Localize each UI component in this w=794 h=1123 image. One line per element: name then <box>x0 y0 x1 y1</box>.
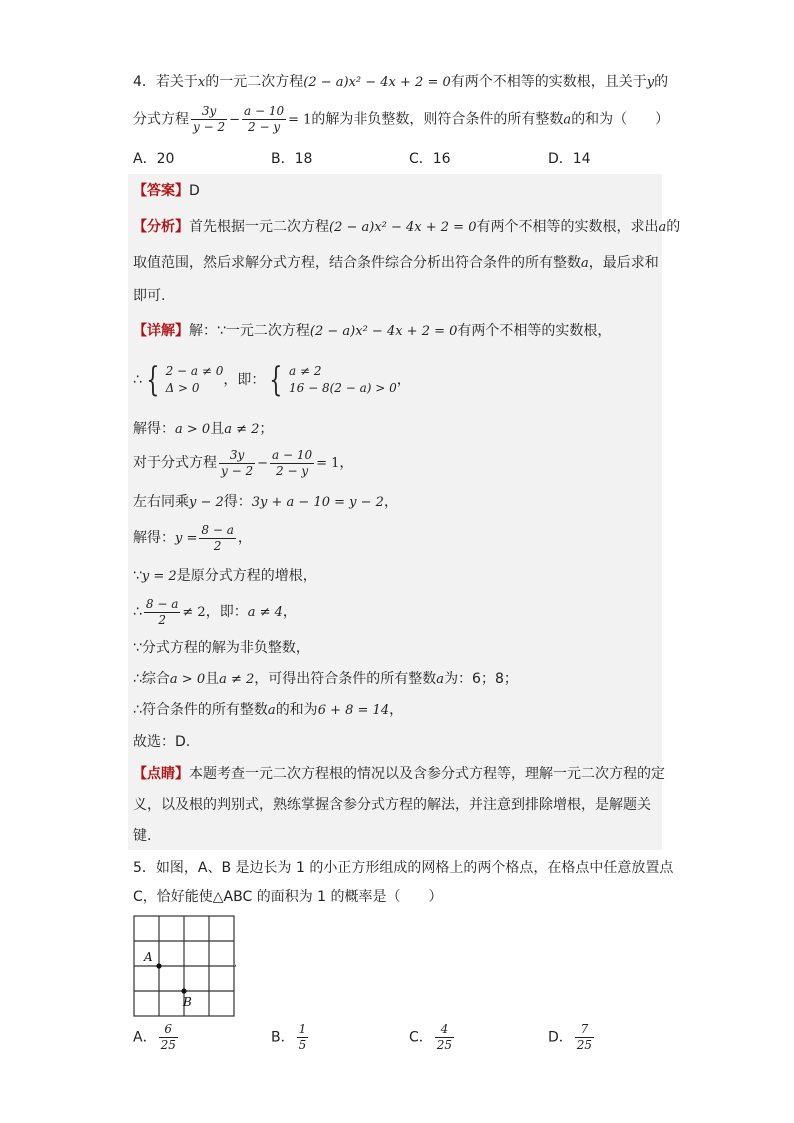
detail-line5: 左右同乘y − 2得：3y + a − 10 = y − 2， <box>133 494 398 510</box>
detail-line1: 【详解】解：∵一元二次方程(2 − a)x² − 4x + 2 = 0有两个不相等的实数根， <box>133 323 612 339</box>
fraction: $\frac{3y}{y - 2}$ <box>193 104 226 134</box>
detail-line4: 对于分式方程 $\frac{3y}{y - 2}$ − $\frac{a - 10}{2 - y}$ = 1， <box>133 447 354 478</box>
q5-stem-line1: 5．如图，A、B 是边长为 1 的小正方形组成的网格上的两个格点，在格点中任意放置点 <box>133 860 674 876</box>
analysis-line3: 即可. <box>133 288 166 304</box>
label-a: A <box>144 950 153 964</box>
detail-system-line: ∴ { 2 − a ≠ 0 Δ > 0 ，即： { a ≠ 2 16 − 8(2 − a) > 0 ， <box>133 360 411 400</box>
analysis-line2: 取值范围，然后求解分式方程，结合条件综合分析出符合条件的所有整数a，最后求和 <box>133 255 659 271</box>
fraction: $\frac{7}{25}$ <box>576 1022 593 1052</box>
detail-line6: 解得：y = $\frac{8 - a}{2}$ ， <box>133 522 252 553</box>
q5-choice-a: A． $\frac{6}{25}$ <box>133 1022 176 1052</box>
detail-line3: 解得：a > 0且a ≠ 2； <box>133 421 274 437</box>
detail-line7: ∵y = 2是原分式方程的增根， <box>133 568 317 584</box>
detail-line11: ∴符合条件的所有整数a的和为6 + 8 = 14， <box>133 702 404 718</box>
q4-choice-d: D．14 <box>548 151 591 167</box>
detail-line10: ∴综合a > 0且a ≠ 2，可得出符合条件的所有整数a为：6；8； <box>133 671 518 687</box>
q5-choice-b: B． $\frac{1}{5}$ <box>271 1022 307 1052</box>
analysis-line1: 【分析】首先根据一元二次方程(2 − a)x² − 4x + 2 = 0有两个不相等的实数根，求出a的 <box>133 219 681 235</box>
fraction: $\frac{a - 10}{2 - y}$ <box>272 447 313 478</box>
q5-choice-d: D． $\frac{7}{25}$ <box>548 1022 593 1052</box>
svg-text:,: , <box>234 959 237 969</box>
comment-line3: 键. <box>133 828 152 844</box>
answer-line: 【答案】D <box>133 183 200 199</box>
q4-stem-line2: 分式方程 $\frac{3y}{y - 2}$ − $\frac{a - 10}{2 - y}$ = 1的解为非负整数，则符合条件的所有整数a的和为（ ） <box>133 104 670 134</box>
equation-system: { a ≠ 2 16 − 8(2 − a) > 0 <box>269 360 397 400</box>
detail-line9: ∵分式方程的解为非负整数， <box>133 640 310 656</box>
q4-choice-b: B．18 <box>271 151 313 167</box>
q5-stem-line2: C，恰好能使△ABC 的面积为 1 的概率是（ ） <box>133 889 443 905</box>
fraction: $\frac{6}{25}$ <box>160 1022 176 1052</box>
grid-figure <box>130 912 240 1018</box>
point-a <box>156 963 161 968</box>
q4-choice-c: C．16 <box>409 151 451 167</box>
comment-line2: 义，以及根的判别式，熟练掌握含参分式方程的解法，并注意到排除增根，是解题关 <box>133 797 651 813</box>
q4-choice-a: A．20 <box>133 151 175 167</box>
comment-line1: 【点睛】本题考查一元二次方程根的情况以及含参分式方程等，理解一元二次方程的定 <box>133 766 665 782</box>
equation-system: { 2 − a ≠ 0 Δ > 0 <box>146 360 224 400</box>
detail-line8: ∴ $\frac{8 - a}{2}$ ≠ 2，即：a ≠ 4， <box>133 596 297 627</box>
point-b <box>181 988 186 993</box>
fraction: $\frac{a - 10}{2 - y}$ <box>244 104 285 134</box>
fraction: $\frac{3y}{y - 2}$ <box>221 447 254 478</box>
fraction: $\frac{8 - a}{2}$ <box>145 596 179 627</box>
q5-choice-c: C． $\frac{4}{25}$ <box>409 1022 453 1052</box>
label-b: B <box>183 995 192 1009</box>
fraction: $\frac{8 - a}{2}$ <box>201 522 234 553</box>
detail-line12: 故选：D. <box>133 734 191 750</box>
q4-stem-line1: 4．若关于x的一元二次方程(2 − a)x² − 4x + 2 = 0有两个不相等的实数根，且关于y的 <box>133 74 669 90</box>
fraction: $\frac{1}{5}$ <box>298 1022 307 1052</box>
fraction: $\frac{4}{25}$ <box>436 1022 453 1052</box>
